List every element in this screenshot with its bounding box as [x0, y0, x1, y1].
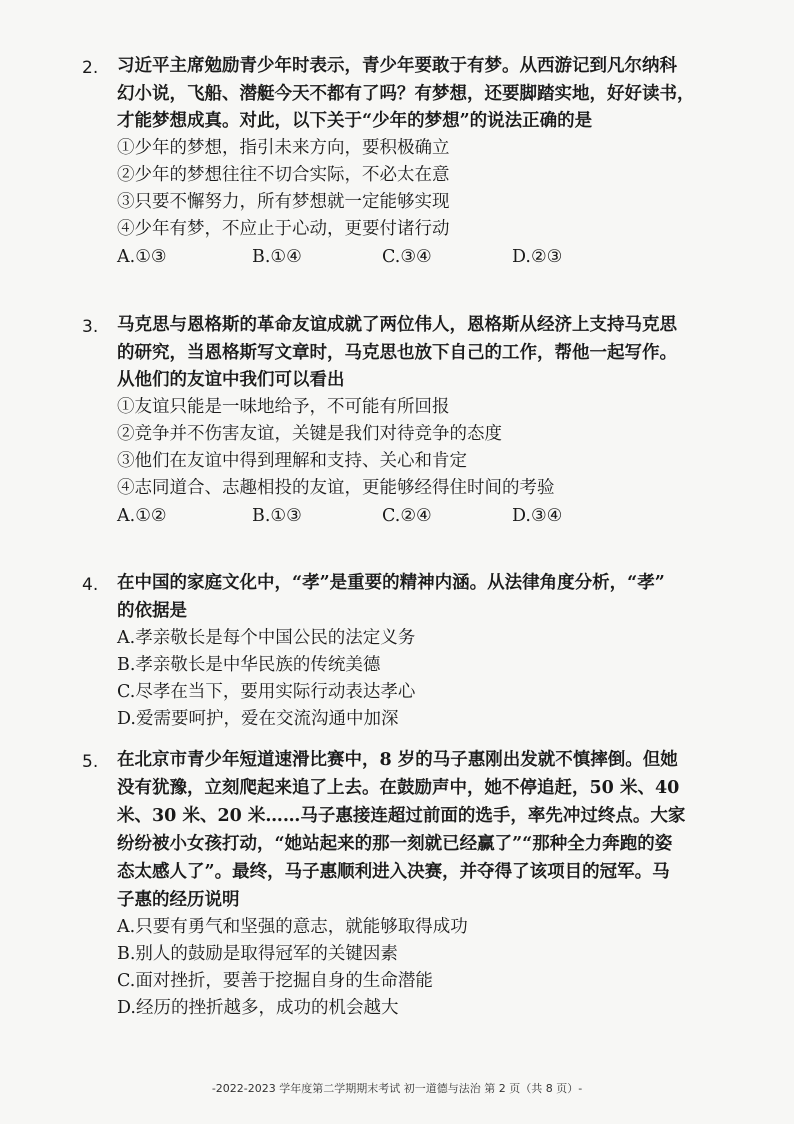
page-footer: -2022-2023 学年度第二学期期末考试 初一道德与法治 第 2 页（共 8 页）-: [211, 1082, 583, 1095]
question-stem-line: 米、30 米、20 米……马子惠接连超过前面的选手，率先冲过终点。大家: [117, 806, 686, 826]
question-stem-line: 从他们的友谊中我们可以看出: [117, 370, 345, 390]
statement: ④志同道合、志趣相投的友谊，更能够经得住时间的考验: [117, 478, 555, 498]
statement: ①少年的梦想，指引未来方向，要积极确立: [117, 138, 450, 158]
option-a[interactable]: A.孝亲敬长是每个中国公民的法定义务: [117, 628, 416, 648]
question-stem-line: 马克思与恩格斯的革命友谊成就了两位伟人，恩格斯从经济上支持马克思: [117, 315, 677, 335]
question-number: 5.: [82, 752, 99, 772]
option-d[interactable]: D.爱需要呵护，爱在交流沟通中加深: [117, 709, 399, 729]
option-c[interactable]: C.③④: [382, 247, 432, 267]
option-a[interactable]: A.①②: [117, 506, 167, 526]
option-a[interactable]: A.①③: [117, 247, 167, 267]
statement: ③他们在友谊中得到理解和支持、关心和肯定: [117, 451, 467, 471]
option-c[interactable]: C.尽孝在当下，要用实际行动表达孝心: [117, 682, 416, 702]
option-b[interactable]: B.①③: [252, 506, 302, 526]
question-number: 2.: [82, 58, 99, 78]
option-d[interactable]: D.③④: [512, 506, 563, 526]
statement: ②竞争并不伤害友谊，关键是我们对待竞争的态度: [117, 424, 502, 444]
option-b[interactable]: B.别人的鼓励是取得冠军的关键因素: [117, 944, 398, 964]
question-stem-line: 习近平主席勉励青少年时表示，青少年要敢于有梦。从西游记到凡尔纳科: [117, 56, 677, 76]
option-b[interactable]: B.①④: [252, 247, 302, 267]
option-b[interactable]: B.孝亲敬长是中华民族的传统美德: [117, 655, 381, 675]
question-stem-line: 没有犹豫，立刻爬起来追了上去。在鼓励声中，她不停追赶，50 米、40: [117, 778, 680, 798]
statement: ②少年的梦想往往不切合实际，不必太在意: [117, 165, 450, 185]
question-number: 4.: [82, 575, 99, 595]
option-d[interactable]: D.②③: [512, 247, 563, 267]
question-stem-line: 态太感人了”。最终，马子惠顺利进入决赛，并夺得了该项目的冠军。马: [117, 862, 670, 882]
option-c[interactable]: C.②④: [382, 506, 432, 526]
question-stem-line: 的研究，当恩格斯写文章时，马克思也放下自己的工作，帮他一起写作。: [117, 343, 677, 363]
question-stem-line: 才能梦想成真。对此，以下关于“少年的梦想”的说法正确的是: [117, 111, 593, 131]
option-d[interactable]: D.经历的挫折越多，成功的机会越大: [117, 998, 399, 1018]
question-stem-line: 在中国的家庭文化中，“孝”是重要的精神内涵。从法律角度分析，“孝”: [117, 573, 665, 593]
statement: ④少年有梦，不应止于心动，更要付诸行动: [117, 219, 450, 239]
option-a[interactable]: A.只要有勇气和坚强的意志，就能够取得成功: [117, 917, 468, 937]
question-stem-line: 子惠的经历说明: [117, 890, 240, 910]
question-number: 3.: [82, 317, 99, 337]
option-c[interactable]: C.面对挫折，要善于挖掘自身的生命潜能: [117, 971, 433, 991]
statement: ①友谊只能是一味地给予，不可能有所回报: [117, 397, 450, 417]
question-stem-line: 幻小说，飞船、潜艇今天不都有了吗？有梦想，还要脚踏实地，好好读书，: [117, 84, 695, 104]
question-stem-line: 在北京市青少年短道速滑比赛中，8 岁的马子惠刚出发就不慎摔倒。但她: [117, 750, 678, 770]
statement: ③只要不懈努力，所有梦想就一定能够实现: [117, 192, 450, 212]
question-stem-line: 的依据是: [117, 601, 187, 621]
question-stem-line: 纷纷被小女孩打动，“她站起来的那一刻就已经赢了”“那种全力奔跑的姿: [117, 834, 673, 854]
